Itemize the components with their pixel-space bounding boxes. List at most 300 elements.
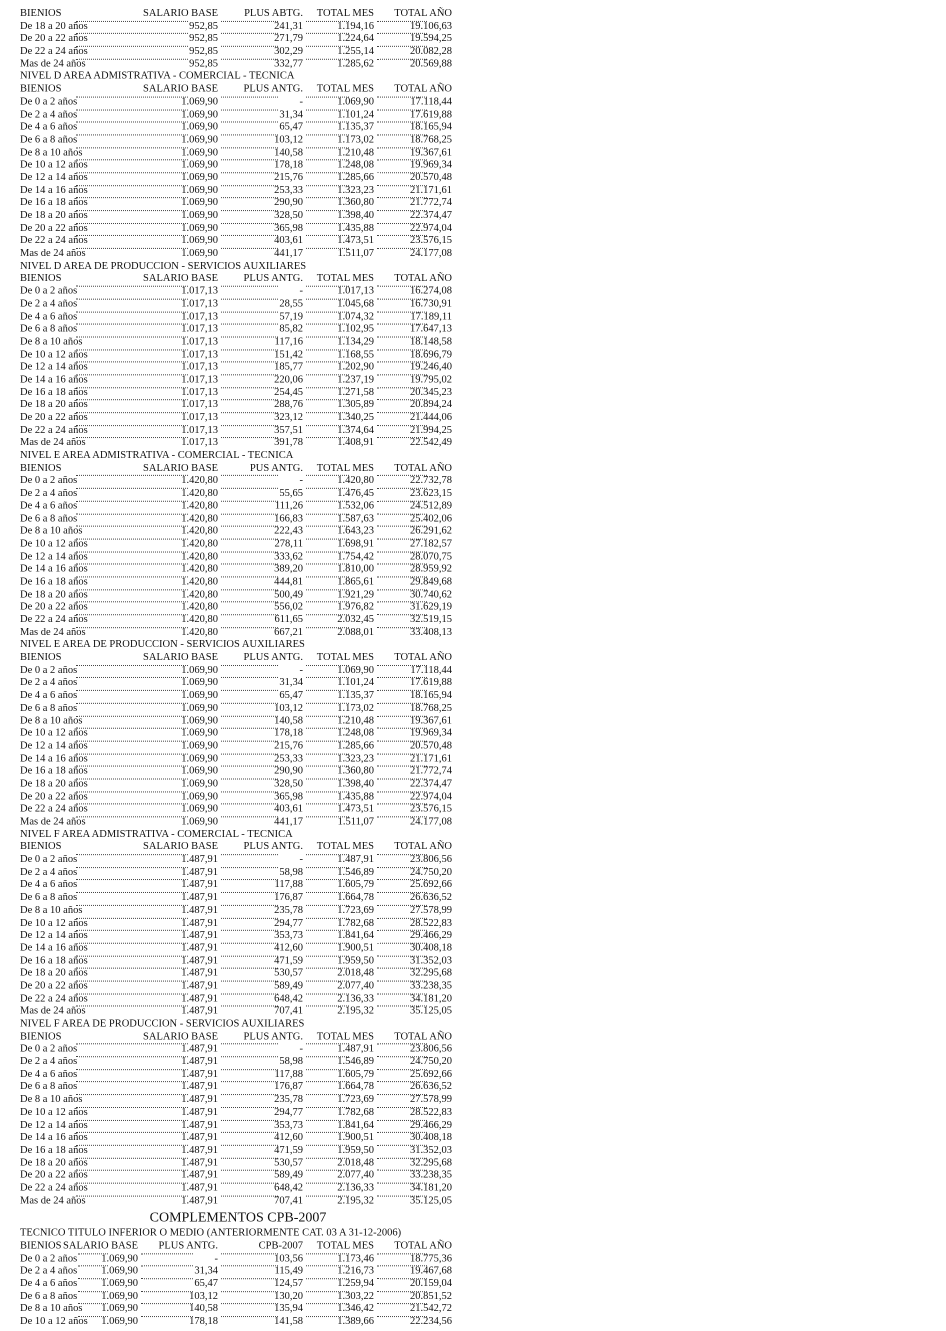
row-label: De 8 a 10 años — [20, 904, 83, 916]
cell-value: 1.101,24 — [337, 109, 374, 120]
row-label: Mas de 24 años — [20, 1195, 86, 1207]
cell-value: 115,49 — [274, 1265, 303, 1277]
table-header-row — [20, 652, 456, 665]
table-row — [20, 1291, 456, 1304]
cell-value: 33.408,13 — [410, 626, 452, 638]
dotted-leader — [76, 715, 188, 716]
table-row — [20, 1304, 456, 1317]
cell-value: 1.810,00 — [337, 563, 374, 575]
cell-value: 17.118,44 — [410, 96, 452, 108]
dotted-leader — [306, 33, 349, 34]
dotted-leader — [76, 197, 188, 198]
dotted-leader — [76, 160, 188, 161]
table-row — [20, 993, 456, 1006]
cell-value: 1.069,90 — [181, 727, 218, 739]
table-row — [20, 1266, 456, 1279]
cell-value: 17.189,11 — [410, 311, 452, 323]
dotted-leader — [221, 1291, 278, 1292]
dotted-leader — [221, 778, 278, 779]
dotted-leader — [221, 677, 278, 678]
cell-value: 1.248,08 — [337, 159, 374, 171]
table-row — [20, 1107, 456, 1120]
dotted-leader — [76, 96, 188, 97]
dotted-leader — [221, 589, 278, 590]
dotted-leader — [306, 1056, 349, 1057]
dotted-leader — [377, 905, 427, 906]
row-label: De 12 a 14 años — [20, 740, 88, 752]
cell-value: 1.374,64 — [337, 424, 374, 436]
cell-value: 353,73 — [274, 929, 303, 941]
row-label: De 14 a 16 años — [20, 563, 88, 575]
cell-value: 140,58 — [274, 146, 303, 158]
table-row — [20, 741, 456, 754]
table-row — [20, 59, 456, 72]
cell-value: 1.511,07 — [337, 247, 374, 259]
cell-value: 31,34 — [279, 109, 303, 120]
cell-value: 18.775,36 — [410, 1253, 452, 1264]
dotted-leader — [377, 147, 427, 148]
cell-value: 34.181,20 — [410, 993, 452, 1005]
dotted-leader — [306, 400, 349, 401]
cell-value: 1.255,14 — [337, 45, 374, 57]
dotted-leader — [377, 513, 427, 514]
row-label: Mas de 24 años — [20, 437, 86, 449]
cell-value: 19.969,34 — [410, 159, 452, 171]
dotted-leader — [306, 172, 349, 173]
dotted-leader — [76, 602, 188, 603]
cell-value: 1.135,37 — [337, 121, 374, 133]
cell-value: 24.512,89 — [410, 500, 452, 512]
cell-value: 1.487,91 — [337, 1043, 374, 1055]
dotted-leader — [76, 867, 188, 868]
dotted-leader — [377, 134, 427, 135]
row-label: De 12 a 14 años — [20, 1119, 88, 1131]
cell-value: 1.101,24 — [337, 677, 374, 689]
dotted-leader — [377, 122, 427, 123]
dotted-leader — [377, 1094, 427, 1095]
dotted-leader — [306, 627, 349, 628]
dotted-leader — [76, 475, 188, 476]
dotted-leader — [306, 677, 349, 678]
dotted-leader — [78, 1266, 108, 1267]
table-row — [20, 854, 456, 867]
cell-value: 1.408,91 — [337, 437, 374, 449]
cell-value: 222,43 — [274, 525, 303, 537]
dotted-leader — [306, 766, 349, 767]
cell-value: 30.740,62 — [410, 588, 452, 600]
table-row — [20, 753, 456, 766]
table-row — [20, 879, 456, 892]
cell-value: 21.772,74 — [410, 765, 452, 777]
dotted-leader — [221, 96, 278, 97]
section-title: NIVEL E AREA DE PRODUCCION - SERVICIOS AUXILIARES — [20, 639, 305, 651]
dotted-leader — [76, 185, 188, 186]
dotted-leader — [377, 589, 427, 590]
row-label: De 4 a 6 años — [20, 311, 78, 323]
cell-value: 1.487,91 — [181, 1144, 218, 1156]
dotted-leader — [306, 197, 349, 198]
table-row — [20, 46, 456, 59]
dotted-leader — [306, 930, 349, 931]
dotted-leader — [76, 917, 188, 918]
cell-value: 1.069,90 — [337, 96, 374, 108]
dotted-leader — [377, 197, 427, 198]
dotted-leader — [306, 223, 349, 224]
cell-value: 1.487,91 — [181, 1068, 218, 1080]
dotted-leader — [221, 715, 278, 716]
dotted-leader — [221, 336, 278, 337]
cell-value: 1.487,91 — [181, 993, 218, 1005]
dotted-leader — [141, 1278, 193, 1279]
cell-value: 27.578,99 — [410, 1094, 452, 1106]
dotted-leader — [377, 1107, 427, 1108]
column-header: BIENIOS — [20, 8, 62, 19]
cell-value: 29.466,29 — [410, 929, 452, 941]
dotted-leader — [76, 425, 188, 426]
cell-value: 19.467,68 — [410, 1265, 452, 1277]
dotted-leader — [221, 147, 278, 148]
row-label: De 14 a 16 años — [20, 753, 88, 765]
column-header: BIENIOS — [20, 1031, 62, 1042]
row-label: De 20 a 22 años — [20, 601, 88, 613]
dotted-leader — [76, 387, 188, 388]
dotted-leader — [306, 349, 349, 350]
table-row — [20, 677, 456, 690]
dotted-leader — [76, 362, 188, 363]
cell-value: 1.420,80 — [181, 601, 218, 613]
row-label: De 10 a 12 años — [20, 917, 88, 929]
cell-value: 22.732,78 — [410, 475, 452, 487]
cell-value: 1.487,91 — [181, 1157, 218, 1169]
dotted-leader — [76, 172, 188, 173]
dotted-leader — [377, 602, 427, 603]
dotted-leader — [306, 122, 349, 123]
dotted-leader — [306, 1266, 349, 1267]
dotted-leader — [221, 1195, 278, 1196]
cell-value: 1.069,90 — [181, 690, 218, 701]
table-row — [20, 930, 456, 943]
dotted-leader — [377, 551, 427, 552]
dotted-leader — [76, 943, 188, 944]
row-label: De 14 a 16 años — [20, 942, 88, 954]
dotted-leader — [221, 400, 278, 401]
cell-value: 1.069,90 — [181, 791, 218, 803]
row-label: De 20 a 22 años — [20, 980, 88, 992]
cell-value: 235,78 — [274, 904, 303, 916]
dotted-leader — [221, 526, 278, 527]
column-header: TOTAL MES — [316, 8, 374, 19]
cell-value: 1.017,13 — [181, 298, 218, 310]
cell-value: 403,61 — [274, 803, 303, 815]
cell-value: 1.069,90 — [181, 121, 218, 133]
cell-value: 1.360,80 — [337, 765, 374, 777]
dotted-leader — [221, 21, 278, 22]
dotted-leader — [377, 1195, 427, 1196]
cell-value: 124,57 — [274, 1278, 303, 1290]
dotted-leader — [76, 690, 188, 691]
table-row — [20, 1157, 456, 1170]
dotted-leader — [221, 728, 278, 729]
cell-value: 135,94 — [274, 1303, 303, 1315]
dotted-leader — [221, 1082, 278, 1083]
cell-value: 103,56 — [274, 1253, 303, 1264]
cell-value: 1.511,07 — [337, 816, 374, 828]
cell-value: 17.647,13 — [410, 323, 452, 335]
dotted-leader — [306, 778, 349, 779]
row-label: De 18 a 20 años — [20, 778, 88, 790]
row-label: Mas de 24 años — [20, 626, 86, 638]
cell-value: 2.077,40 — [337, 1169, 374, 1181]
column-header: SALARIO BASE — [143, 652, 218, 664]
table-row — [20, 1044, 456, 1057]
dotted-leader — [76, 791, 188, 792]
cell-value: 952,85 — [189, 45, 218, 57]
cell-value: 1.487,91 — [181, 967, 218, 979]
dotted-leader — [221, 791, 278, 792]
cell-value: 471,59 — [274, 1144, 303, 1156]
cell-value: 18.768,25 — [410, 702, 452, 714]
dotted-leader — [76, 968, 188, 969]
dotted-leader — [306, 501, 349, 502]
cell-value: 1.305,89 — [337, 399, 374, 411]
cell-value: 1.487,91 — [181, 1005, 218, 1017]
cell-value: 117,16 — [274, 336, 303, 348]
cell-value: 1.069,90 — [337, 664, 374, 676]
column-header: TOTAL MES — [316, 1031, 374, 1042]
cell-value: 1.168,55 — [337, 349, 374, 360]
dotted-leader — [306, 854, 349, 855]
cell-value: 28.070,75 — [410, 551, 452, 563]
dotted-leader — [306, 324, 349, 325]
table-row — [20, 728, 456, 741]
table-row — [20, 791, 456, 804]
dotted-leader — [377, 223, 427, 224]
cell-value: 1.487,91 — [181, 1182, 218, 1194]
cell-value: 18.696,79 — [410, 349, 452, 360]
dotted-leader — [76, 223, 188, 224]
cell-value: 1.017,13 — [181, 311, 218, 323]
row-label: De 10 a 12 años — [20, 159, 88, 171]
dotted-leader — [221, 412, 278, 413]
row-label: De 18 a 20 años — [20, 1157, 88, 1169]
dotted-leader — [306, 791, 349, 792]
dotted-leader — [306, 715, 349, 716]
dotted-leader — [377, 715, 427, 716]
table-row — [20, 627, 456, 640]
table-row — [20, 298, 456, 311]
cell-value: 26.636,52 — [410, 892, 452, 904]
cell-value: 1.069,90 — [181, 715, 218, 727]
table-row — [20, 324, 456, 337]
dotted-leader — [76, 122, 188, 123]
cell-value: 1.420,80 — [181, 487, 218, 499]
cell-value: 29.849,68 — [410, 576, 452, 588]
dotted-leader — [306, 804, 349, 805]
row-label: De 10 a 12 años — [20, 727, 88, 739]
cell-value: 1.069,90 — [181, 664, 218, 676]
dotted-leader — [78, 1316, 108, 1317]
cell-value: 17.118,44 — [410, 664, 452, 676]
dotted-leader — [76, 816, 188, 817]
table-row — [20, 917, 456, 930]
row-label: Mas de 24 años — [20, 816, 86, 828]
dotted-leader — [306, 538, 349, 539]
table-row — [20, 1145, 456, 1158]
dotted-leader — [221, 387, 278, 388]
cell-value: 176,87 — [274, 892, 303, 904]
row-label: De 8 a 10 años — [20, 146, 83, 158]
cell-value: 178,18 — [274, 159, 303, 171]
table-row — [20, 665, 456, 678]
cell-value: 1.069,90 — [181, 803, 218, 815]
cell-value: 1.069,90 — [181, 134, 218, 146]
column-header: PUS ANTG. — [249, 462, 303, 474]
dotted-leader — [141, 1253, 193, 1254]
cell-value: 1.069,90 — [181, 210, 218, 222]
table-header-row — [20, 842, 456, 855]
dotted-leader — [306, 1044, 349, 1045]
dotted-leader — [221, 46, 278, 47]
dotted-leader — [221, 551, 278, 552]
cell-value: 1.420,80 — [337, 475, 374, 487]
cell-value: 235,78 — [274, 1094, 303, 1106]
dotted-leader — [76, 1107, 188, 1108]
dotted-leader — [76, 703, 188, 704]
cell-value: 31,34 — [194, 1265, 218, 1277]
cell-value: 58,98 — [279, 1056, 303, 1068]
cell-value: 1.546,89 — [337, 866, 374, 878]
dotted-leader — [306, 867, 349, 868]
cell-value: 1.045,68 — [337, 298, 374, 310]
cell-value: 140,58 — [274, 715, 303, 727]
dotted-leader — [377, 1056, 427, 1057]
cell-value: 1.476,45 — [337, 487, 374, 499]
dotted-leader — [377, 778, 427, 779]
column-header: PLUS ANTG. — [158, 1240, 218, 1252]
table-row — [20, 1006, 456, 1019]
cell-value: 952,85 — [189, 33, 218, 45]
cell-value: 19.969,34 — [410, 727, 452, 739]
cell-value: 333,62 — [274, 551, 303, 563]
dotted-leader — [377, 1069, 427, 1070]
cell-value: 1.959,50 — [337, 955, 374, 967]
table-row — [20, 197, 456, 210]
dotted-leader — [306, 311, 349, 312]
cell-value: 1.420,80 — [181, 538, 218, 550]
dotted-leader — [76, 564, 188, 565]
dotted-leader — [306, 513, 349, 514]
cell-value: 1.487,91 — [181, 1043, 218, 1055]
dotted-leader — [221, 1170, 278, 1171]
row-label: De 18 a 20 años — [20, 967, 88, 979]
cell-value: 26.636,52 — [410, 1081, 452, 1093]
cell-value: 1.237,19 — [337, 374, 374, 386]
cell-value: 1.420,80 — [181, 500, 218, 512]
column-header: SALARIO BASE — [63, 1240, 138, 1252]
dotted-leader — [221, 576, 278, 577]
cell-value: 1.532,06 — [337, 500, 374, 512]
cell-value: 1.303,22 — [337, 1290, 374, 1302]
table-row — [20, 905, 456, 918]
cell-value: 707,41 — [274, 1005, 303, 1017]
table-row — [20, 589, 456, 602]
table-row — [20, 362, 456, 375]
dotted-leader — [306, 1145, 349, 1146]
dotted-leader — [141, 1316, 193, 1317]
cell-value: 1.420,80 — [181, 563, 218, 575]
row-label: Mas de 24 años — [20, 58, 86, 70]
table-row — [20, 311, 456, 324]
dotted-leader — [306, 1132, 349, 1133]
dotted-leader — [377, 374, 427, 375]
cell-value: 1.069,90 — [181, 222, 218, 234]
column-header: SALARIO BASE — [143, 841, 218, 853]
dotted-leader — [221, 981, 278, 982]
dotted-leader — [306, 703, 349, 704]
cell-value: 1.074,32 — [337, 311, 374, 323]
table-row — [20, 614, 456, 627]
cell-value: 151,42 — [274, 349, 303, 360]
cell-value: 1.420,80 — [181, 475, 218, 487]
row-label: De 4 a 6 años — [20, 500, 78, 512]
dotted-leader — [377, 21, 427, 22]
cell-value: 20.569,88 — [410, 58, 452, 70]
table-row — [20, 501, 456, 514]
table-header-row — [20, 273, 456, 286]
row-label: De 22 a 24 años — [20, 614, 88, 626]
dotted-leader — [76, 1044, 188, 1045]
dotted-leader — [221, 513, 278, 514]
cell-value: 22.374,47 — [410, 778, 452, 790]
cell-value: 952,85 — [189, 58, 218, 70]
dotted-leader — [306, 134, 349, 135]
row-label: De 6 a 8 años — [20, 892, 78, 904]
cell-value: 1.017,13 — [181, 386, 218, 398]
cell-value: 952,85 — [189, 20, 218, 32]
dotted-leader — [221, 298, 278, 299]
row-label: De 8 a 10 años — [20, 1303, 83, 1315]
cell-value: 1.069,90 — [181, 702, 218, 714]
table-row — [20, 1278, 456, 1291]
cell-value: 1.069,90 — [181, 765, 218, 777]
cell-value: 35.125,05 — [410, 1005, 452, 1017]
cell-value: 1.069,90 — [101, 1278, 138, 1290]
dotted-leader — [76, 513, 188, 514]
dotted-leader — [76, 993, 188, 994]
cell-value: 391,78 — [274, 437, 303, 449]
dotted-leader — [377, 741, 427, 742]
dotted-leader — [306, 614, 349, 615]
table-header-row — [20, 1240, 456, 1253]
cell-value: 1.346,42 — [337, 1303, 374, 1315]
cell-value: 328,50 — [274, 210, 303, 222]
cell-value: 117,88 — [274, 879, 303, 891]
dotted-leader — [76, 905, 188, 906]
dotted-leader — [377, 1316, 427, 1317]
table-header-row — [20, 84, 456, 97]
cell-value: 253,33 — [274, 753, 303, 765]
dotted-leader — [377, 475, 427, 476]
cell-value: 1.069,90 — [181, 740, 218, 752]
cell-value: 1.285,66 — [337, 740, 374, 752]
cell-value: 178,18 — [274, 727, 303, 739]
dotted-leader — [306, 576, 349, 577]
dotted-leader — [377, 1278, 427, 1279]
dotted-leader — [76, 576, 188, 577]
table-row — [20, 387, 456, 400]
dotted-leader — [221, 437, 278, 438]
cell-value: 294,77 — [274, 917, 303, 929]
